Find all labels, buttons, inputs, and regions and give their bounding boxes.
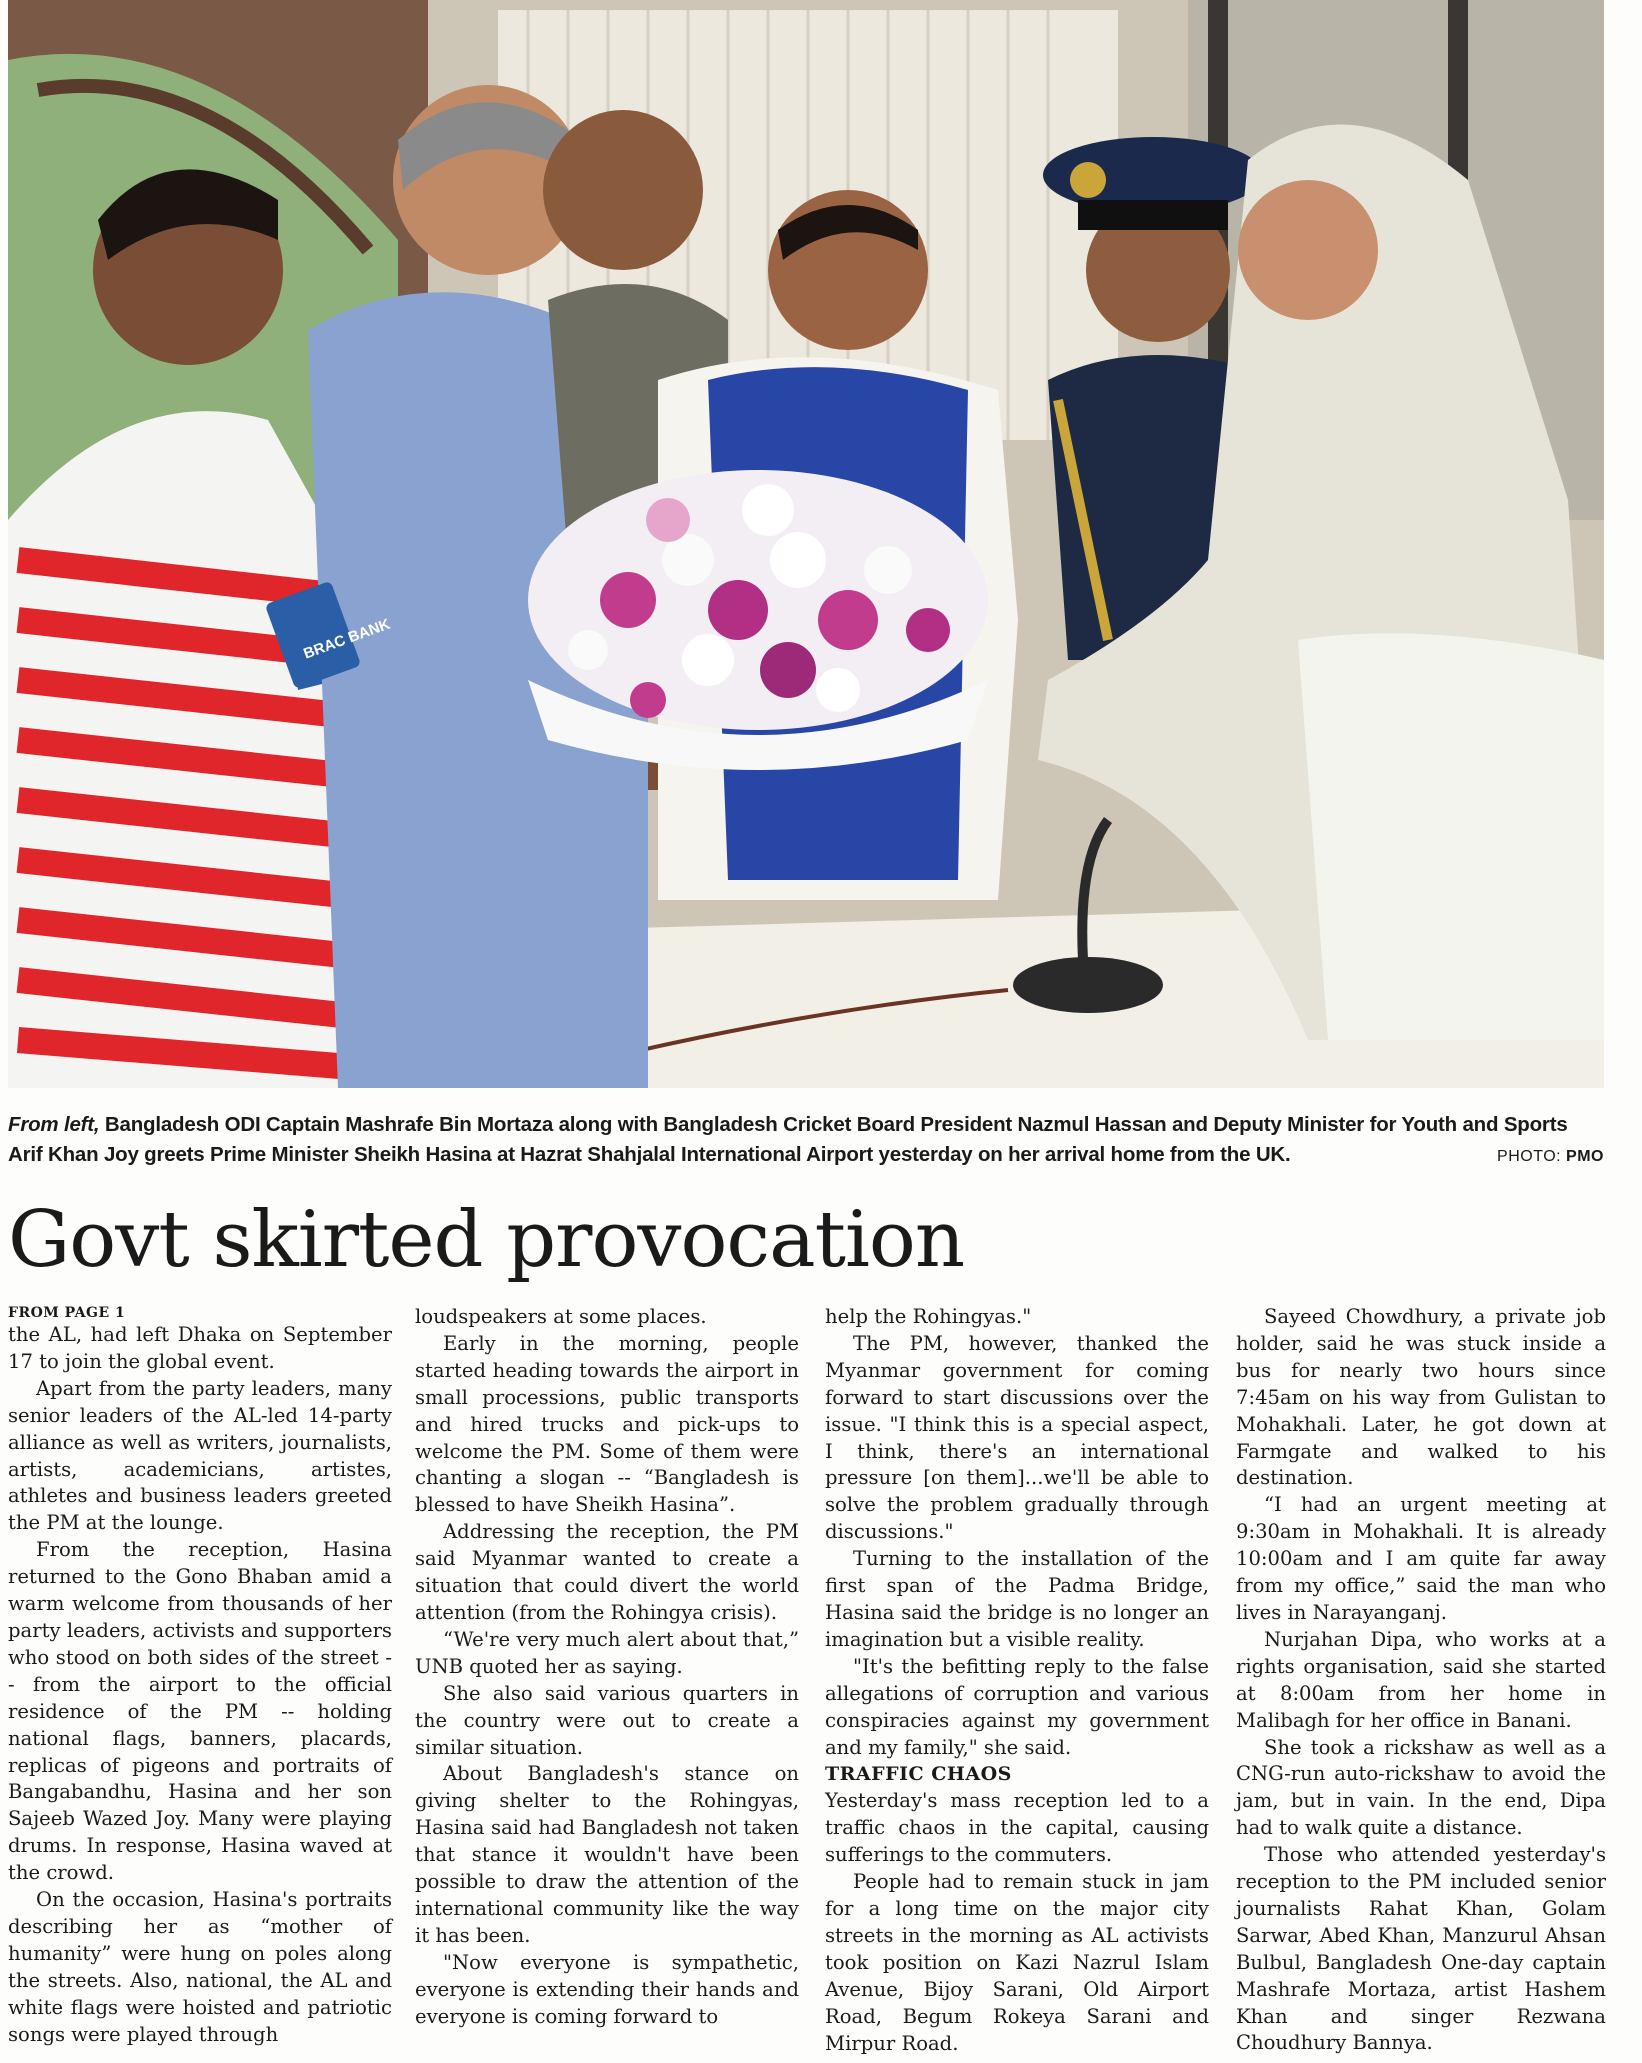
- article-column-2: [415, 1304, 799, 2030]
- paragraph: help the Rohingyas.": [825, 1305, 1032, 1328]
- paragraph: "It's the befitting reply to the false allegations of corruption and various conspiracies against my government and my family," she said.: [825, 1654, 1209, 1759]
- continued-from-kicker: FROM PAGE 1: [8, 1305, 126, 1321]
- article-column-1: [8, 1304, 392, 2048]
- headline: Govt skirted provocation: [8, 1195, 965, 1285]
- paragraph: From the reception, Hasina returned to the Gono Bhaban amid a warm welcome from thousands of her party leaders, activists and supporters who stood on both sides of the street -- from the airport to the official residence of the PM -- holding national flags, banners, placards, replicas of pigeons and portraits of Bangabandhu, Hasina and her son Sajeeb Wazed Joy. Many were playing drums. In response, Hasina waved at the crowd.: [8, 1538, 392, 1885]
- article-column-4: [1236, 1304, 1606, 2057]
- paragraph: Nurjahan Dipa, who works at a rights organisation, said she started at 8:00am from her home in Malibagh for her office in Banani.: [1236, 1627, 1606, 1732]
- credit-label: PHOTO:: [1497, 1148, 1562, 1165]
- photo-caption: [8, 1110, 1604, 1170]
- subheading: TRAFFIC CHAOS: [825, 1763, 1012, 1786]
- paragraph: About Bangladesh's stance on giving shelter to the Rohingyas, Hasina said had Bangladesh not taken that stance it wouldn't have been possible to draw the attention of the international community like the way it has been.: [415, 1762, 799, 1947]
- paragraph: She also said various quarters in the country were out to create a similar situation.: [415, 1681, 799, 1759]
- paragraph: “I had an urgent meeting at 9:30am in Mohakhali. It is already 10:00am and I am quite far away from my office,” said the man who lives in Narayanganj.: [1236, 1493, 1606, 1624]
- paragraph: On the occasion, Hasina's portraits describing her as “mother of humanity” were hung on poles along the streets. Also, national, the AL and white flags were hoisted and patriotic songs were played through: [8, 1888, 392, 2046]
- paragraph: loudspeakers at some places.: [415, 1305, 707, 1328]
- photo-illustration: [8, 0, 1604, 1088]
- paragraph: "Now everyone is sympathetic, everyone is extending their hands and everyone is coming forward to: [415, 1950, 799, 2028]
- paragraph: People had to remain stuck in jam for a long time on the major city streets in the morning as AL activists took position on Kazi Nazrul Islam Avenue, Bijoy Sarani, Old Airport Road, Begum Rokeya Sarani and Mirpur Road.: [825, 1870, 1209, 2055]
- news-photo: [8, 0, 1604, 1088]
- paragraph: Those who attended yesterday's reception to the PM included senior journalists Rahat Khan, Golam Sarwar, Abed Khan, Manzurul Ahsan Bulbul, Bangladesh One-day captain Mashrafe Mortaza, artist Hashem Khan and singer Rezwana Choudhury Bannya.: [1236, 1843, 1606, 2055]
- paragraph: Turning to the installation of the first span of the Padma Bridge, Hasina said the bridge is no longer an imagination but a visible reality.: [825, 1547, 1209, 1651]
- caption-lead: From left,: [8, 1113, 100, 1136]
- paragraph: Addressing the reception, the PM said Myanmar wanted to create a situation that could divert the world attention (from the Rohingya crisis).: [415, 1520, 799, 1624]
- paragraph: Apart from the party leaders, many senior leaders of the AL-led 14-party alliance as well as writers, journalists, artists, academicians, artistes, athletes and business leaders greeted the PM at the lounge.: [8, 1376, 392, 1535]
- article-column-3: [825, 1304, 1209, 2057]
- article-body: [8, 1304, 1604, 2060]
- paragraph: She took a rickshaw as well as a CNG-run auto-rickshaw to avoid the jam, but in vain. In the end, Dipa had to walk quite a distance.: [1236, 1735, 1606, 1840]
- caption-text: Bangladesh ODI Captain Mashrafe Bin Mortaza along with Bangladesh Cricket Board President Nazmul Hassan and Deputy Minister for Youth and Sports Arif Khan Joy greets Prime Minister Sheikh Hasina at Hazrat Shahjalal International Airport yesterday on her arrival home from the UK.: [8, 1113, 1568, 1166]
- jersey-logo-text: BRAC BANK: [301, 615, 393, 663]
- paragraph: Early in the morning, people started heading towards the airport in small processions, public transports and hired trucks and pick-ups to welcome the PM. Some of them were chanting a slogan -- “Bangladesh is blessed to have Sheikh Hasina”.: [415, 1331, 799, 1517]
- paragraph: Yesterday's mass reception led to a traffic chaos in the capital, causing sufferings to the commuters.: [825, 1789, 1209, 1867]
- paragraph: The PM, however, thanked the Myanmar government for coming forward to start discussions over the issue. "I think this is a special aspect, I think, there's an international pressure [on them]...we'll be able to solve the problem gradually through discussions.": [825, 1331, 1209, 1544]
- credit-source: PMO: [1566, 1148, 1604, 1165]
- paragraph: “We're very much alert about that,” UNB quoted her as saying.: [415, 1627, 799, 1678]
- photo-credit: [1497, 1148, 1604, 1166]
- paragraph: Sayeed Chowdhury, a private job holder, said he was stuck inside a bus for nearly two hours since 7:45am on his way from Gulistan to Mohakhali. Later, he got down at Farmgate and walked to his destination.: [1236, 1305, 1606, 1490]
- paragraph: the AL, had left Dhaka on September 17 to join the global event.: [8, 1323, 392, 1373]
